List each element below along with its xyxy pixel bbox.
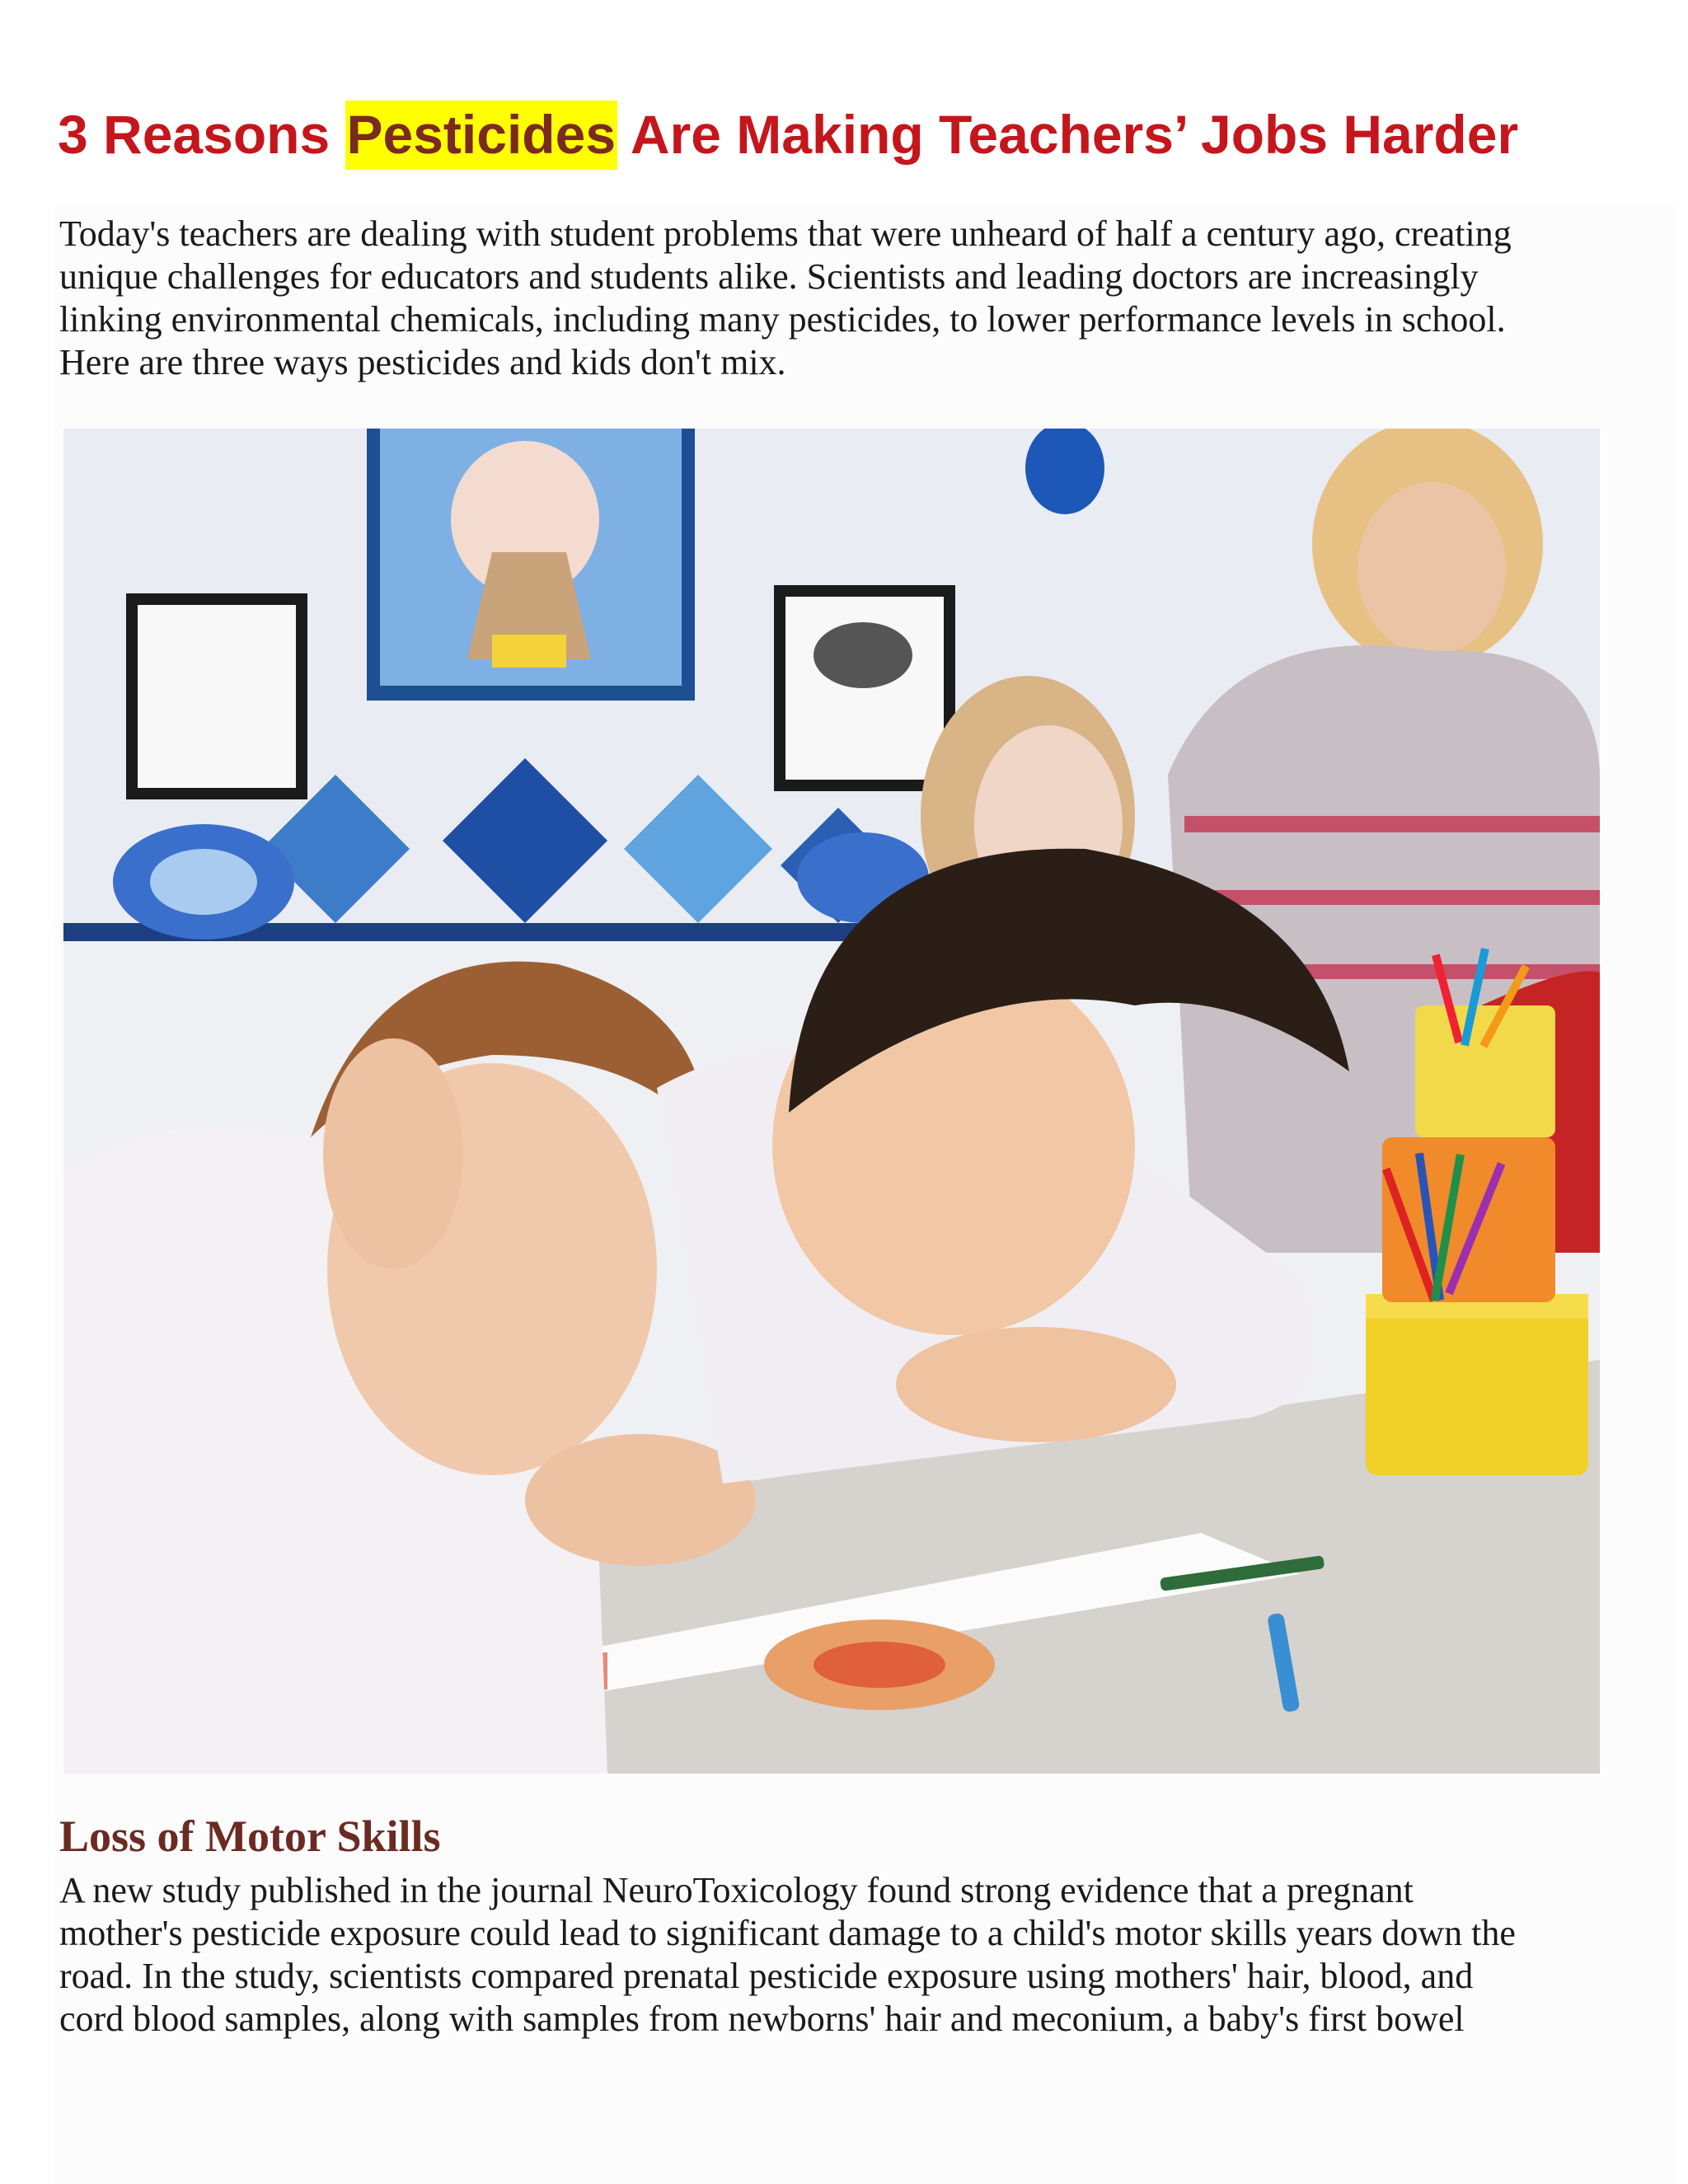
body-line: cord blood samples, along with samples from newborns' hair and meconium, a baby's first bowel [59, 1999, 1465, 2039]
intro-line: Here are three ways pesticides and kids don't mix. [59, 342, 786, 382]
intro-paragraph [59, 213, 1625, 384]
title-highlight: Pesticides [345, 101, 618, 170]
classroom-photo [63, 429, 1600, 1774]
body-line: mother's pesticide exposure could lead to significant damage to a child's motor skills years down the [59, 1913, 1516, 1953]
section-body [59, 1869, 1625, 2041]
intro-line: unique challenges for educators and students alike. Scientists and leading doctors are increasingly [59, 256, 1479, 297]
body-line: road. In the study, scientists compared prenatal pesticide exposure using mothers' hair, blood, and [59, 1956, 1474, 1996]
article-title [58, 89, 1518, 180]
intro-line: linking environmental chemicals, including many pesticides, to lower performance levels in school. [59, 299, 1506, 340]
title-suffix: Are Making Teachers’ Jobs Harder [617, 104, 1519, 165]
section-heading: Loss of Motor Skills [59, 1811, 441, 1861]
title-prefix: 3 Reasons [58, 104, 345, 165]
body-line: A new study published in the journal NeuroToxicology found strong evidence that a pregnant [59, 1870, 1414, 1910]
intro-line: Today's teachers are dealing with student problems that were unheard of half a century ago, creating [59, 213, 1512, 254]
